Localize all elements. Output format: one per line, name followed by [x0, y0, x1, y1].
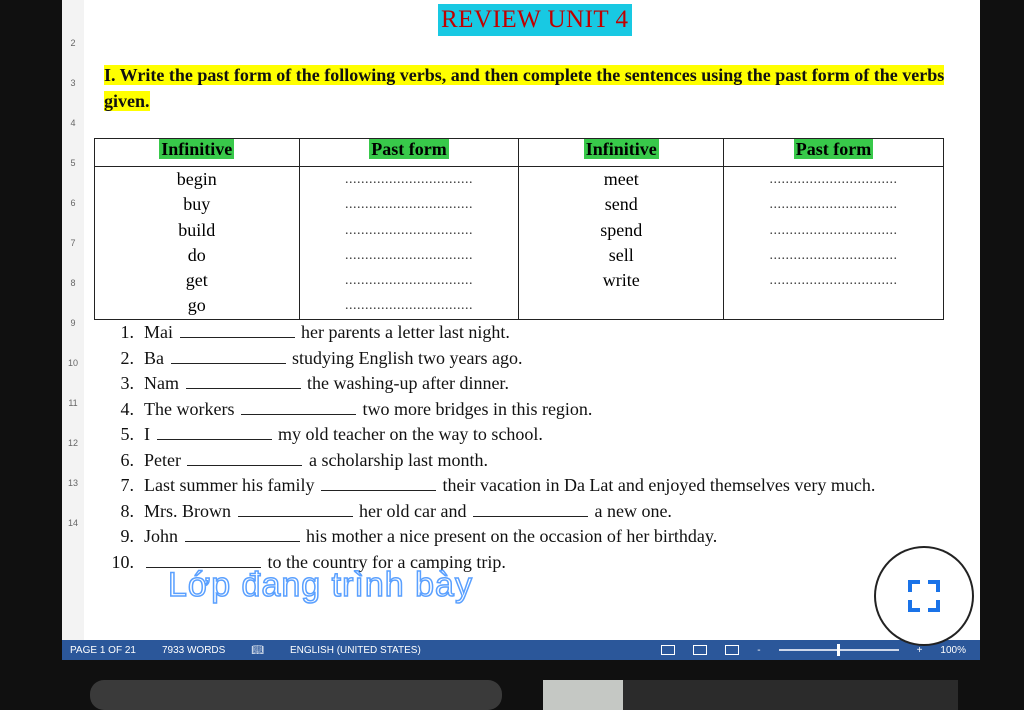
sentence-number: 7.	[120, 475, 134, 495]
sentence-number: 3.	[120, 373, 134, 393]
sentence-end: studying English two years ago.	[292, 347, 523, 368]
left-past-column[interactable]	[299, 167, 519, 320]
ruler-tick: 11	[68, 398, 78, 408]
ruler-tick: 7	[70, 238, 76, 248]
bottom-panel-right	[543, 680, 958, 710]
past-form-blank[interactable]: ................................	[769, 197, 898, 213]
zoom-slider-thumb[interactable]	[837, 644, 840, 656]
sentence-start: John	[144, 526, 179, 546]
verb-cell: build	[178, 219, 216, 240]
document-title: REVIEW UNIT 4	[438, 4, 632, 36]
fullscreen-button[interactable]	[876, 548, 972, 644]
zoom-out-button[interactable]: -	[757, 644, 761, 656]
zoom-in-button[interactable]: +	[916, 644, 923, 656]
print-layout-icon[interactable]	[693, 645, 707, 655]
past-form-blank[interactable]: ................................	[769, 172, 898, 187]
presenting-overlay-text: Lớp đang trình bày	[168, 566, 473, 604]
sentence-item	[104, 320, 980, 346]
verb-cell: begin	[176, 169, 217, 189]
sentence-start: Ba	[144, 347, 164, 368]
sentence-number: 5.	[120, 424, 134, 444]
ruler-tick: 14	[67, 518, 78, 528]
sentence-end: my old teacher on the way to school.	[278, 424, 543, 444]
page-count[interactable]: PAGE 1 OF 21	[70, 644, 136, 656]
verb-cell: sell	[608, 244, 634, 265]
sentence-item	[104, 448, 980, 474]
verb-cell: spend	[600, 219, 643, 240]
word-count[interactable]: 7933 WORDS	[161, 644, 226, 656]
answer-blank[interactable]	[186, 372, 301, 389]
answer-blank[interactable]	[180, 321, 295, 338]
language-indicator[interactable]: ENGLISH (UNITED STATES)	[290, 644, 421, 656]
sentence-middle: her old car and	[359, 500, 467, 521]
vertical-ruler	[62, 0, 85, 640]
answer-blank[interactable]	[241, 398, 356, 415]
ruler-tick: 12	[67, 438, 78, 448]
sentence-item	[104, 473, 980, 499]
past-form-blank[interactable]: ................................	[345, 172, 473, 187]
table-body-row	[95, 167, 944, 320]
right-verb-column	[519, 167, 724, 320]
verb-cell: get	[185, 270, 208, 291]
sentence-start: Mrs. Brown	[144, 500, 232, 521]
sentence-end: their vacation in Da Lat and enjoyed themselves very much.	[442, 475, 876, 495]
sentence-start: Peter	[144, 449, 181, 470]
status-bar	[62, 640, 980, 660]
left-verb-column	[95, 167, 300, 320]
answer-blank[interactable]	[185, 525, 300, 542]
header-past-form-1: Past form	[299, 139, 519, 167]
web-layout-icon[interactable]	[725, 645, 739, 655]
sentence-start: The workers	[144, 398, 235, 419]
sentence-start: I	[144, 424, 150, 444]
verb-cell: send	[604, 194, 638, 215]
ruler-tick: 8	[70, 278, 76, 288]
sentence-list	[104, 320, 980, 575]
past-form-blank[interactable]: ................................	[769, 222, 898, 238]
verb-cell: meet	[603, 169, 639, 189]
answer-blank[interactable]	[473, 500, 588, 517]
verb-table	[94, 138, 944, 320]
answer-blank[interactable]	[146, 551, 261, 568]
ruler-tick: 4	[70, 118, 76, 128]
sentence-number: 10.	[111, 551, 134, 572]
zoom-level[interactable]: 100%	[940, 644, 966, 656]
past-form-blank[interactable]: ................................	[345, 247, 473, 263]
sentence-end: a new one.	[594, 500, 672, 521]
past-form-blank[interactable]: ................................	[769, 247, 898, 263]
sentence-number: 6.	[120, 449, 134, 470]
header-infinitive-1: Infinitive	[95, 139, 300, 167]
ruler-tick: 5	[70, 158, 76, 168]
sentence-item	[104, 499, 980, 525]
header-infinitive-2: Infinitive	[519, 139, 724, 167]
ruler-tick: 13	[67, 478, 78, 488]
fullscreen-icon	[904, 576, 944, 616]
ruler-tick: 2	[70, 38, 76, 48]
ruler-tick: 10	[67, 358, 78, 368]
sentence-number: 4.	[120, 398, 134, 419]
read-mode-icon[interactable]	[661, 645, 675, 655]
word-window	[62, 0, 980, 660]
document-page	[84, 0, 980, 640]
proofing-icon[interactable]: 📖︎	[251, 644, 265, 656]
sentence-number: 8.	[120, 500, 134, 521]
past-form-blank[interactable]: ................................	[345, 197, 473, 213]
sentence-end: to the country for a camping trip.	[267, 551, 506, 572]
sentence-item	[104, 371, 980, 397]
sentence-start: Last summer his family	[144, 475, 315, 495]
verb-cell: write	[602, 270, 640, 291]
bottom-panel-left	[90, 680, 502, 710]
answer-blank[interactable]	[187, 449, 302, 466]
sentence-item	[104, 524, 980, 550]
view-controls	[661, 645, 980, 656]
table-header-row	[95, 139, 944, 167]
sentence-end: a scholarship last month.	[308, 449, 488, 470]
answer-blank[interactable]	[157, 423, 272, 440]
sentence-number: 9.	[120, 526, 134, 546]
zoom-slider[interactable]	[779, 649, 899, 651]
right-past-column[interactable]	[724, 167, 944, 320]
sentence-start: Mai	[144, 322, 173, 342]
answer-blank[interactable]	[171, 347, 286, 364]
sentence-number: 1.	[120, 322, 134, 342]
verb-cell: buy	[183, 194, 211, 215]
verb-cell: do	[187, 244, 206, 265]
past-form-blank[interactable]: ................................	[345, 273, 473, 289]
header-past-form-2: Past form	[724, 139, 944, 167]
answer-blank[interactable]	[321, 474, 436, 491]
sentence-item	[104, 422, 980, 448]
sentence-end: two more bridges in this region.	[362, 398, 593, 419]
sentence-number: 2.	[120, 347, 134, 368]
past-form-blank[interactable]: ................................	[345, 298, 473, 314]
ruler-tick: 9	[70, 318, 76, 328]
sentence-end: the washing-up after dinner.	[307, 373, 509, 393]
sentence-end: her parents a letter last night.	[301, 322, 510, 342]
ruler-tick: 3	[70, 78, 76, 88]
sentence-start: Nam	[144, 373, 179, 393]
sentence-item	[104, 550, 980, 576]
past-form-blank[interactable]: ................................	[769, 273, 898, 289]
past-form-blank[interactable]: ................................	[345, 222, 473, 238]
instruction-text: I. Write the past form of the following verbs, and then complete the sentences using the past form of the verbs given.	[104, 65, 945, 111]
sentence-item	[104, 346, 980, 372]
ruler-tick: 6	[70, 198, 76, 208]
sentence-item	[104, 397, 980, 423]
verb-cell: go	[187, 295, 206, 316]
sentence-end: his mother a nice present on the occasion of her birthday.	[306, 526, 718, 546]
answer-blank[interactable]	[238, 500, 353, 517]
exercise-instruction	[104, 62, 964, 114]
